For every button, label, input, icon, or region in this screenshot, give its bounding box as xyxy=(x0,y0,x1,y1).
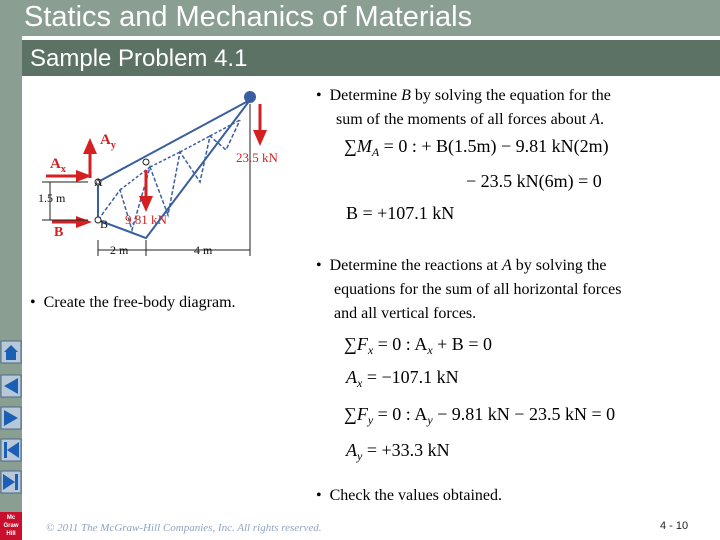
bullet-moments: • Determine B by solving the equation for the xyxy=(316,87,611,104)
bullet-reactions-line3: and all vertical forces. xyxy=(334,305,477,322)
var: B xyxy=(401,87,411,104)
cg-marker xyxy=(143,159,149,165)
label-b-force: B xyxy=(54,225,64,240)
first-slide-icon[interactable] xyxy=(0,438,22,462)
label-a: A xyxy=(94,175,103,189)
page-title: Statics and Mechanics of Materials xyxy=(24,1,473,33)
bullet-check: • Check the values obtained. xyxy=(316,487,502,504)
text: Determine the reactions at xyxy=(329,257,498,274)
logo-line: Mc xyxy=(6,515,16,521)
var: A xyxy=(590,111,600,128)
free-body-diagram xyxy=(28,80,290,262)
equation-ax-result: $A_x = -107.1$ kN xyxy=(346,367,459,390)
bullet-moments-line2 xyxy=(336,108,604,131)
period: . xyxy=(599,111,604,128)
bullet-reactions-line2: equations for the sum of all horizontal forces xyxy=(334,281,622,298)
equation-b-result: B = +107.1 kN xyxy=(346,203,455,223)
equation-moment-cont: − 23.5 kN(6m) = 0 xyxy=(466,171,602,191)
label-ax: $A_x$ xyxy=(50,156,66,175)
logo-line: Hill xyxy=(6,531,16,537)
previous-icon[interactable] xyxy=(0,374,22,398)
page-number: 4 - 10 xyxy=(660,520,689,532)
equation-fy-sum: $\sum F_y = 0$ : $A_y - 9.81$ kN − 23.5 kN = 0 xyxy=(344,404,616,427)
equation-moment-sum: $\sum M_A = 0$ : + B(1.5m) − 9.81 kN(2m) xyxy=(344,136,609,159)
text: Check the values obtained. xyxy=(329,487,502,504)
label-ay: $A_y$ xyxy=(100,132,116,151)
label-dim-1-5m: 1.5 m xyxy=(38,191,66,205)
label-dim-2m: 2 m xyxy=(110,243,129,257)
last-slide-icon[interactable] xyxy=(0,470,22,494)
equation-fx-sum: $\sum F_x = 0$ : $A_x + B = 0$ xyxy=(344,334,492,357)
text: Determine xyxy=(329,87,398,104)
label-dim-4m: 4 m xyxy=(194,243,213,257)
bullet-create-fbd: • Create the free-body diagram. xyxy=(30,294,236,311)
equation-ay-result: $A_y = +33.3$ kN xyxy=(346,440,450,463)
mcgraw-hill-logo xyxy=(0,512,22,540)
slide-subtitle: Sample Problem 4.1 xyxy=(30,45,248,72)
edition-label xyxy=(0,0,22,44)
home-icon[interactable] xyxy=(0,340,22,364)
copyright: © 2011 The McGraw-Hill Companies, Inc. All rights reserved. xyxy=(46,522,322,534)
text: by solving the xyxy=(515,257,607,274)
label-23-5kn: 23.5 kN xyxy=(236,150,278,165)
bullet-text: Create the free-body diagram. xyxy=(43,294,236,311)
bullet-reactions: • Determine the reactions at A by solving the xyxy=(316,257,607,274)
pulley xyxy=(244,91,256,103)
logo-line: Graw xyxy=(3,523,19,529)
label-9-81kn: 9.81 kN xyxy=(125,212,167,227)
label-b-point: B xyxy=(100,217,109,231)
next-icon[interactable] xyxy=(0,406,22,430)
var: A xyxy=(501,257,512,274)
text: sum of the moments of all forces about xyxy=(336,111,587,128)
text: by solving the equation for the xyxy=(414,87,611,104)
truss-frame xyxy=(98,100,250,238)
